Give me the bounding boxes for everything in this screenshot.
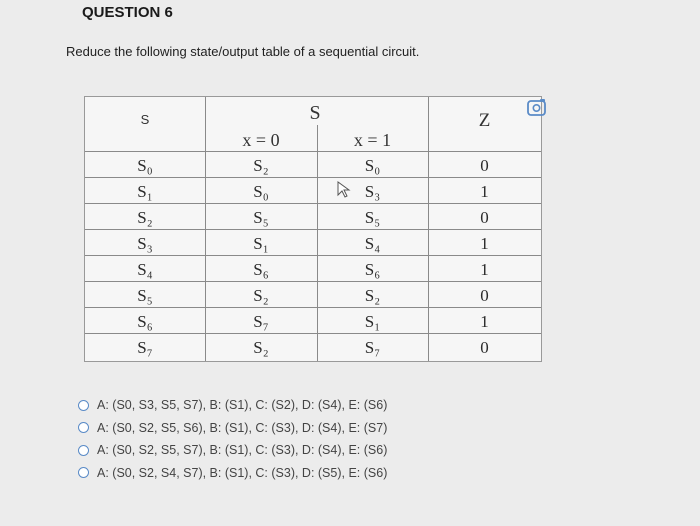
grid-line (85, 307, 541, 308)
radio-button[interactable] (78, 467, 89, 478)
answer-option-label: A: (S0, S2, S5, S6), B: (S1), C: (S3), D: (S4), E: (S7) (97, 420, 388, 435)
input-x0-header: x = 0 (242, 130, 280, 150)
image-icon[interactable] (526, 98, 548, 118)
question-prompt: Reduce the following state/output table of a sequential circuit. (66, 44, 420, 59)
state-cell: S₀ (137, 156, 153, 175)
state-cell: S₁ (137, 182, 153, 201)
state-cell: S₂ (137, 208, 153, 227)
next-state-x1-cell: S₃ (364, 182, 381, 201)
next-state-x0-cell: S₂ (253, 156, 269, 175)
next-state-x1-cell: S₁ (364, 312, 381, 331)
answer-option-label: A: (S0, S3, S5, S7), B: (S1), C: (S2), D: (S4), E: (S6) (97, 398, 388, 413)
state-output-table (84, 96, 542, 362)
next-state-x0-cell: S₂ (253, 338, 269, 357)
next-state-x1-cell: S₄ (364, 234, 381, 253)
output-z-cell: 1 (480, 234, 489, 253)
grid-line (85, 281, 541, 282)
cursor-icon (336, 181, 352, 199)
output-z-cell: 1 (480, 260, 489, 279)
next-state-x1-cell: S₅ (364, 208, 381, 227)
state-cell: S₄ (137, 260, 153, 279)
grid-line (85, 333, 541, 334)
grid-line (85, 203, 541, 204)
answer-option-label: A: (S0, S2, S4, S7), B: (S1), C: (S3), D: (S5), E: (S6) (97, 465, 388, 480)
answer-option[interactable] (78, 417, 387, 440)
answer-option[interactable] (78, 394, 387, 417)
output-z-cell: 1 (480, 182, 489, 201)
answer-option[interactable] (78, 439, 387, 462)
next-state-x0-cell: S₂ (253, 286, 269, 305)
question-title: QUESTION 6 (82, 4, 173, 21)
next-state-x1-cell: S₇ (364, 338, 381, 357)
next-state-x0-cell: S₆ (253, 260, 269, 279)
answer-option-label: A: (S0, S2, S5, S7), B: (S1), C: (S3), D: (S4), E: (S6) (97, 443, 388, 458)
output-z-cell: 0 (480, 338, 489, 357)
next-state-header: S (309, 102, 321, 124)
state-cell: S₇ (137, 338, 153, 357)
next-state-x1-cell: S₂ (364, 286, 381, 305)
grid-line (85, 229, 541, 230)
state-cell: S₅ (137, 286, 153, 305)
next-state-x0-cell: S₅ (253, 208, 269, 227)
input-x1-header: x = 1 (353, 130, 392, 150)
state-cell: S₃ (137, 234, 153, 253)
grid-line (85, 255, 541, 256)
next-state-x1-cell: S₀ (364, 156, 381, 175)
radio-button[interactable] (78, 445, 89, 456)
output-z-cell: 0 (480, 156, 489, 175)
radio-button[interactable] (78, 400, 89, 411)
answer-options (78, 394, 387, 484)
next-state-x0-cell: S₀ (253, 182, 269, 201)
answer-option[interactable] (78, 462, 387, 485)
grid-line (85, 177, 541, 178)
state-cell: S₆ (137, 312, 153, 331)
radio-button[interactable] (78, 422, 89, 433)
output-z-cell: 0 (480, 286, 489, 305)
output-z-cell: 0 (480, 208, 489, 227)
next-state-x0-cell: S₇ (253, 312, 269, 331)
next-state-x1-cell: S₆ (364, 260, 381, 279)
next-state-x0-cell: S₁ (253, 234, 269, 253)
output-z-header: Z (478, 110, 491, 131)
grid-line (85, 151, 541, 152)
output-z-cell: 1 (480, 312, 489, 331)
state-column-header: S (140, 112, 150, 127)
